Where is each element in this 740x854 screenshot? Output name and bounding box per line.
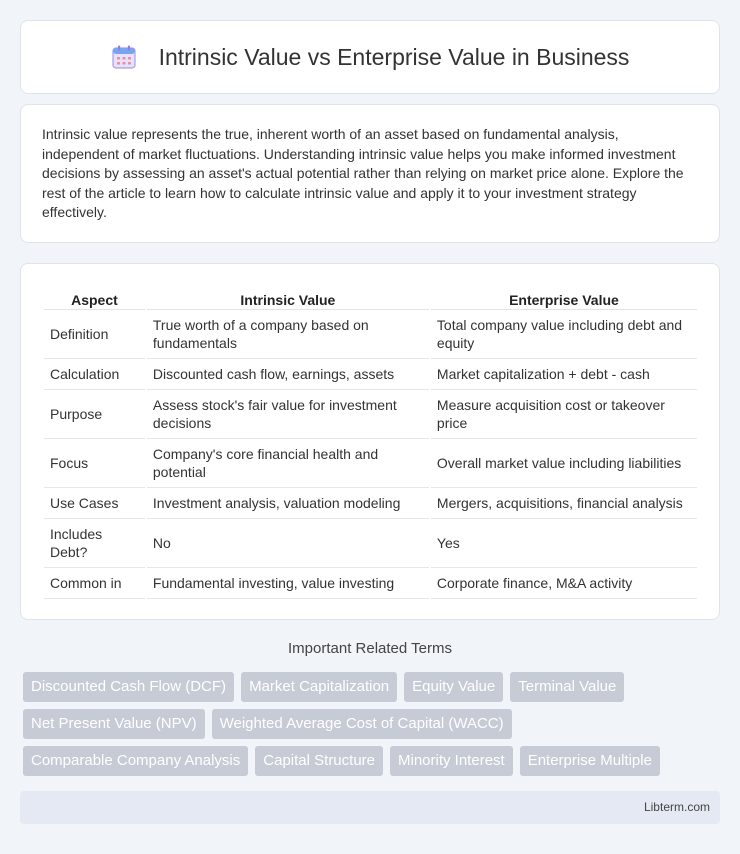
header-aspect: Aspect (44, 284, 145, 310)
related-terms-list (23, 672, 723, 783)
row-enterprise: Measure acquisition cost or takeover price (431, 390, 697, 439)
row-intrinsic: No (147, 519, 429, 568)
header-enterprise-value: Enterprise Value (431, 284, 697, 310)
row-intrinsic: Fundamental investing, value investing (147, 568, 429, 599)
related-term-tag[interactable]: Equity Value (404, 672, 503, 702)
footer (20, 791, 720, 824)
calendar-icon (111, 44, 137, 70)
row-intrinsic: True worth of a company based on fundamentals (147, 310, 429, 359)
table-row (44, 390, 697, 439)
tag-row (23, 672, 723, 702)
footer-brand-link[interactable]: Libterm.com (643, 800, 710, 814)
row-aspect: Use Cases (44, 488, 145, 519)
row-aspect: Focus (44, 439, 145, 488)
row-intrinsic: Assess stock's fair value for investment decisions (147, 390, 429, 439)
row-enterprise: Corporate finance, M&A activity (431, 568, 697, 599)
row-aspect: Definition (44, 310, 145, 359)
row-enterprise: Overall market value including liabilities (431, 439, 697, 488)
row-aspect: Calculation (44, 359, 145, 390)
table-row (44, 488, 697, 519)
related-term-tag[interactable]: Discounted Cash Flow (DCF) (23, 672, 234, 702)
intro-paragraph: Intrinsic value represents the true, inherent worth of an asset based on fundamental analysis, independent of market fluctuations. Understanding intrinsic value helps you make informed investment decisions by assessing an asset's actual potential rather than relying on market price alone. Explore the rest of the article to learn how to calculate intrinsic value and apply it to your investment strategy effectively. (42, 126, 684, 220)
row-aspect: Includes Debt? (44, 519, 145, 568)
related-terms-heading: Important Related Terms (288, 640, 452, 657)
tag-row (23, 709, 723, 739)
row-intrinsic: Investment analysis, valuation modeling (147, 488, 429, 519)
tag-row (23, 746, 723, 776)
related-term-tag[interactable]: Capital Structure (255, 746, 383, 776)
related-term-tag[interactable]: Market Capitalization (241, 672, 397, 702)
row-aspect: Purpose (44, 390, 145, 439)
table-row (44, 310, 697, 359)
row-intrinsic: Company's core financial health and potential (147, 439, 429, 488)
row-enterprise: Market capitalization + debt - cash (431, 359, 697, 390)
table-row (44, 568, 697, 599)
row-aspect: Common in (44, 568, 145, 599)
comparison-card (20, 263, 720, 620)
table-header-row (44, 284, 697, 310)
header-intrinsic-value: Intrinsic Value (147, 284, 429, 310)
row-enterprise: Yes (431, 519, 697, 568)
table-row (44, 359, 697, 390)
related-term-tag[interactable]: Weighted Average Cost of Capital (WACC) (212, 709, 512, 739)
page-title: Intrinsic Value vs Enterprise Value in Business (158, 43, 630, 70)
related-term-tag[interactable]: Terminal Value (510, 672, 624, 702)
title-card (20, 20, 720, 94)
intro-card (20, 104, 720, 243)
related-term-tag[interactable]: Minority Interest (390, 746, 513, 776)
related-term-tag[interactable]: Comparable Company Analysis (23, 746, 248, 776)
table-row (44, 439, 697, 488)
comparison-table (42, 284, 699, 599)
related-term-tag[interactable]: Net Present Value (NPV) (23, 709, 205, 739)
row-enterprise: Total company value including debt and equity (431, 310, 697, 359)
row-enterprise: Mergers, acquisitions, financial analysis (431, 488, 697, 519)
row-intrinsic: Discounted cash flow, earnings, assets (147, 359, 429, 390)
related-term-tag[interactable]: Enterprise Multiple (520, 746, 660, 776)
table-row (44, 519, 697, 568)
